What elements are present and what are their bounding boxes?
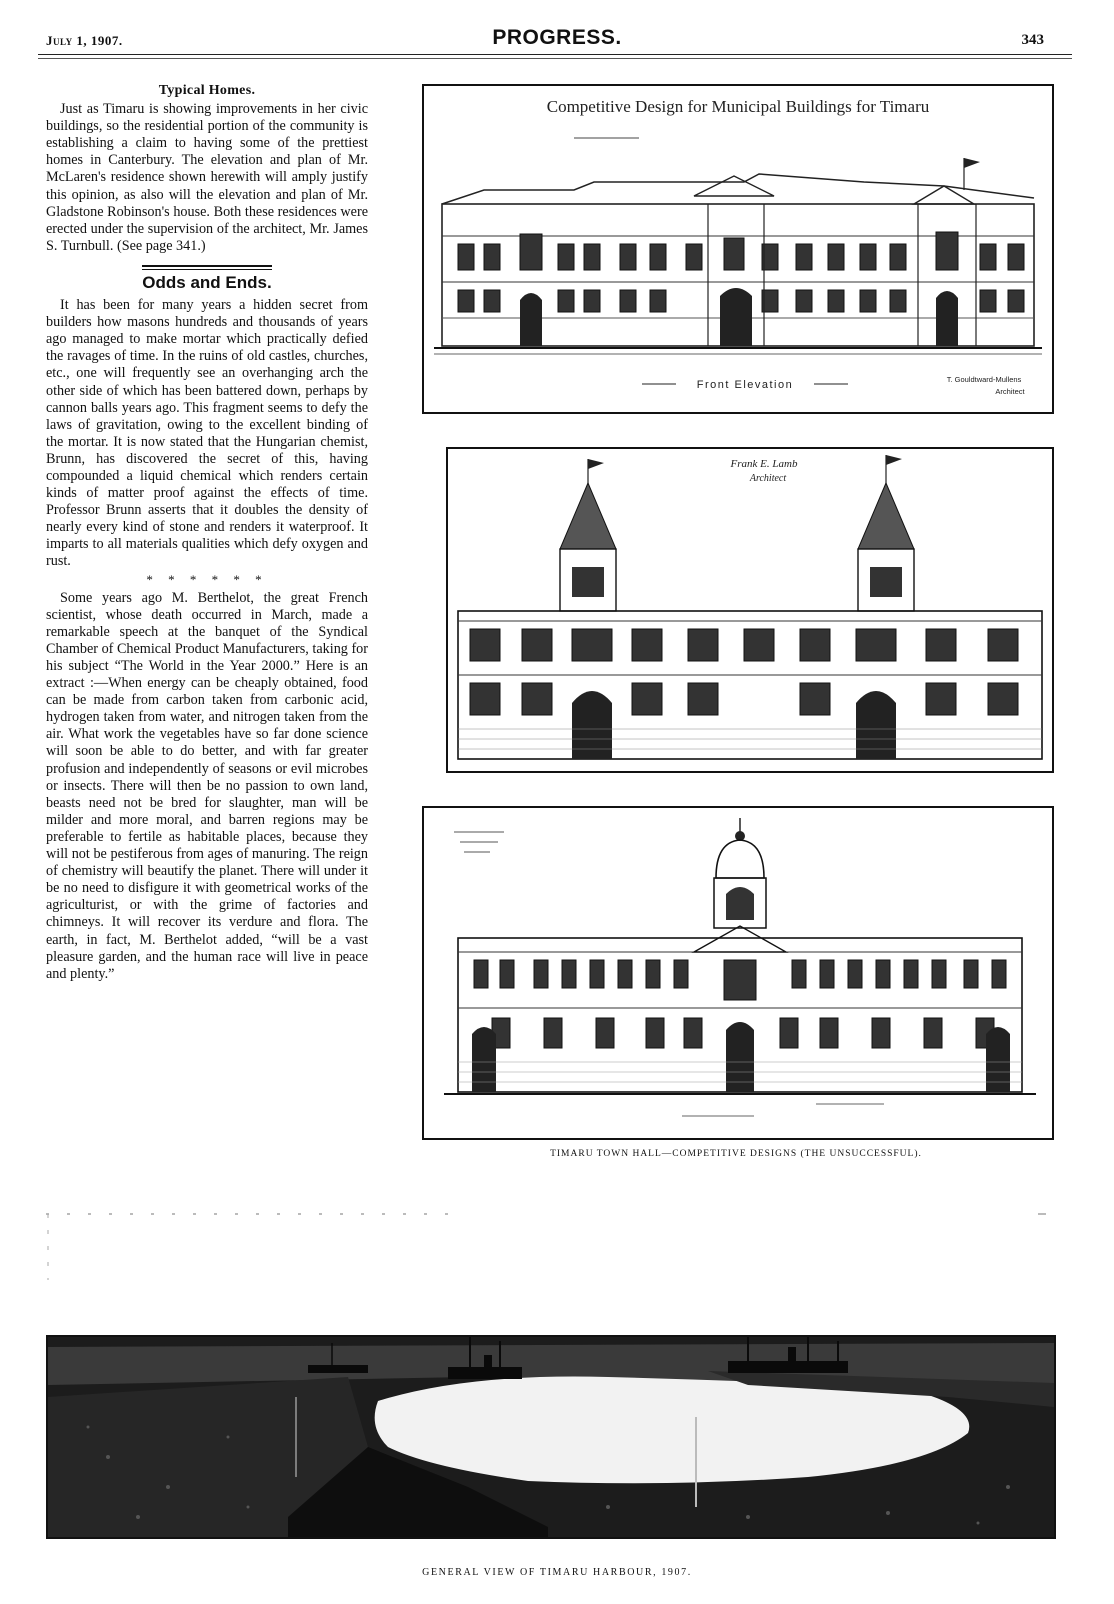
figure1-architect-role: Architect [995,387,1025,396]
harbour-photograph [46,1335,1056,1539]
dome-building-drawing [424,808,1052,1138]
town-hall-caption: TIMARU TOWN HALL—COMPETITIVE DESIGNS (THE UNSUCCESSFUL). [550,1149,922,1159]
odds-and-ends-heading: Odds and Ends. [142,272,272,292]
municipal-building-drawing [424,86,1052,412]
typical-homes-text: Just as Timaru is showing improvements in her civic buildings, so the residential portion of the community is establishing a claim to having some of the prettiest homes in Canterbury. The elevation and plan of Mr. McLaren's residence shown herewith will amply justify this opinion, as also will the elevation and plan of Mr. Gladstone Robinson's house. Both these residences were erected under the supervision of the architect, Mr. James S. Turnbull. (See page 341.) [46,101,368,254]
figure1-title: Competitive Design for Municipal Buildings for Timaru [546,97,930,116]
header-date: July 1, 1907. [46,33,123,48]
harbour-photo-top-marks [46,1210,1046,1290]
publication-title: PROGRESS. [492,26,622,49]
section-divider [142,265,272,270]
text-column [46,82,368,983]
typical-homes-heading: Typical Homes. [158,83,256,98]
page-number: 343 [1021,32,1044,48]
figure2-architect-role: Architect [749,473,787,484]
odds-paragraph-2: Some years ago M. Berthelot, the great French scientist, whose death occurred in March, made a remarkable speech at the banquet of the Syndical Chamber of Chemical Product Manufacturers, taking for his subject “The World in the Year 2000.” Here is an extract :—When energy can be cheaply obtained, food can be made from carbon taken from carbonic acid, hydrogen taken from water, and nitrogen taken from the air. What work the vegetables have so far done science will soon be able to do better, and with far greater profusion and independently of seasons or evil microbes or insects. There will then be no passion to own land, beasts need not be bred for slaughter, man will be milder and more moral, and barren regions may be preferable to fertile as habitable places, because they will not be pestiferous from ages of manuring. The reign of chemistry will beautify the planet. There will under it be no need to disfigure it with geometrical works of the agriculturist, or with the grime of factories and chimneys. It will recover its verdure and flora. The earth, in fact, M. Berthelot added, “will be a vast pleasure garden, and the human race will live in peace and plenty.” [46,589,368,982]
figure1-architect: T. Gouldtward-Mullens [946,375,1022,384]
figure-municipal-design [422,84,1054,414]
header-rule-secondary [38,58,1072,59]
odds-paragraph-1: It has been for many years a hidden secret from builders how masons hundreds and thousands of years ago managed to make mortar which practically defied the ravages of time. In the ruins of old castles, churches, etc., one will frequently see an overhanging arch the other side of which has been battered down, perhaps by cannon balls years ago. This fragment seems to defy the laws of gravitation, owing to the excellent binding of the mortar. It is now stated that the Hungarian chemist, Brunn, has discovered the secret of this, having compounded a liquid chemical which renders certain kinds of matter proof against the effects of time. Professor Brunn asserts that it doubles the density of nearly every kind of stone and renders it waterproof. It imparts to all materials qualities which defy oxygen and rust. [46,297,368,570]
header-rule [38,54,1072,55]
figure2-architect: Frank E. Lamb [730,458,798,470]
star-separator: * * * * * * [146,571,268,587]
figure-lamb-design [446,447,1054,773]
front-elevation-label: Front Elevation [696,379,794,391]
figure-dome-design [422,806,1054,1140]
harbour-caption: GENERAL VIEW OF TIMARU HARBOUR, 1907. [422,1567,692,1578]
harbour-photo-image [48,1337,1054,1537]
lamb-building-drawing [448,449,1052,771]
